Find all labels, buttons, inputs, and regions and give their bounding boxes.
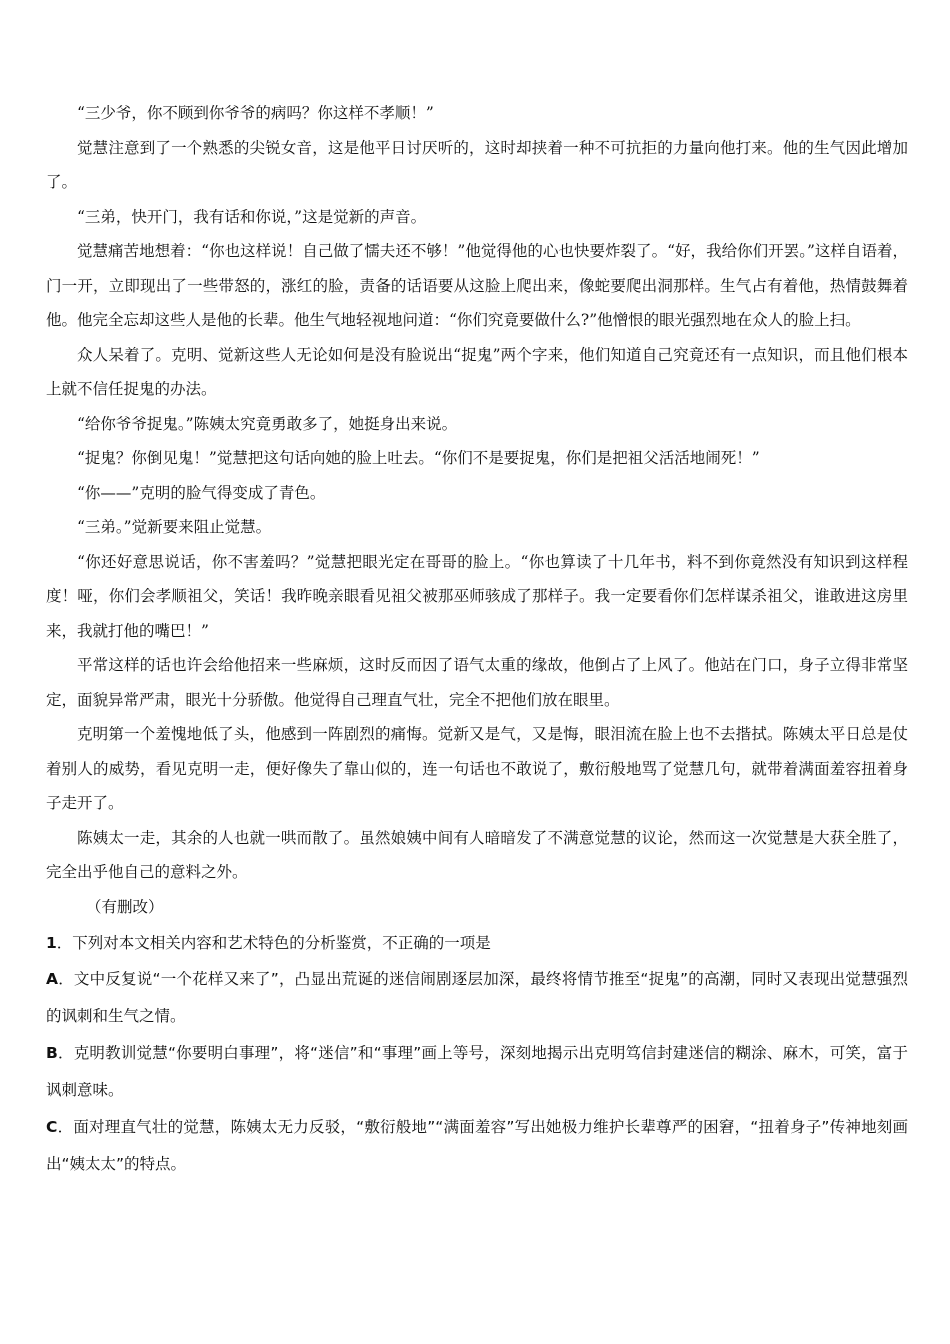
option-letter: B xyxy=(46,1043,58,1062)
passage xyxy=(46,96,908,924)
option-a xyxy=(46,961,908,1035)
question-stem xyxy=(46,926,908,961)
document-page xyxy=(46,96,908,1183)
question-number: 1 xyxy=(46,934,57,952)
paragraph: 众人呆着了。克明、觉新这些人无论如何是没有脸说出“捉鬼”两个字来，他们知道自己究竟还有一点知识，而且他们根本上就不信任捉鬼的办法。 xyxy=(46,345,908,398)
paragraph: “你还好意思说话，你不害羞吗？”觉慧把眼光定在哥哥的脸上。“你也算读了十几年书，料不到你竟然没有知识到这样程度！哑，你们会孝顺祖父，笑话！我昨晚亲眼看见祖父被那巫师骇成了那样子。我一定要看你们怎样谋杀祖父，谁敢进这房里来，我就打他的嘴巴！” xyxy=(46,552,908,640)
paragraph: “捉鬼？你倒见鬼！”觉慧把这句话向她的脸上吐去。“你们不是要捉鬼，你们是把祖父活活地闹死！” xyxy=(77,449,760,467)
option-text: ．文中反复说“一个花样又来了”，凸显出荒诞的迷信闹剧逐层加深，最终将情节推至“捉鬼”的高潮，同时又表现出觉慧强烈的讽刺和生气之情。 xyxy=(46,969,908,1025)
option-letter: C xyxy=(46,1117,58,1136)
question-block xyxy=(46,926,908,1183)
paragraph: “你——”克明的脸气得变成了青色。 xyxy=(77,483,326,502)
paragraph: “三弟。”觉新要来阻止觉慧。 xyxy=(77,518,272,536)
paragraph: 觉慧痛苦地想着：“你也这样说！自己做了懦夫还不够！”他觉得他的心也快要炸裂了。“好，我给你们开罢。”这样自语着，门一开，立即现出了一些带怒的，涨红的脸，责备的话语要从这脸上爬出来，像蛇要爬出洞那样。生气占有着他，热情鼓舞着他。他完全忘却这些人是他的长辈。他生气地轻视地问道：“你们究竟要做什么?”他憎恨的眼光强烈地在众人的脸上扫。 xyxy=(46,242,908,329)
paragraph: “三弟，快开门，我有话和你说，”这是觉新的声音。 xyxy=(77,207,427,226)
paragraph: “给你爷爷捉鬼。”陈姨太究竟勇敢多了，她挺身出来说。 xyxy=(77,414,458,433)
option-text: ．面对理直气壮的觉慧，陈姨太无力反驳，“敷衍般地”“满面羞容”写出她极力维护长辈尊严的困窘，“扭着身子”传神地刻画出“姨太太”的特点。 xyxy=(46,1117,908,1173)
option-c xyxy=(46,1109,908,1183)
question-text: ．下列对本文相关内容和艺术特色的分析鉴赏，不正确的一项是 xyxy=(56,934,491,952)
option-text: ．克明教训觉慧“你要明白事理”，将“迷信”和“事理”画上等号，深刻地揭示出克明笃信封建迷信的糊涂、麻木，可笑，富于讽刺意味。 xyxy=(46,1043,908,1099)
paragraph: 陈姨太一走，其余的人也就一哄而散了。虽然娘姨中间有人暗暗发了不满意觉慧的议论，然而这一次觉慧是大获全胜了，完全出乎他自己的意料之外。 xyxy=(46,828,908,881)
option-b xyxy=(46,1035,908,1109)
paragraph: 平常这样的话也许会给他招来一些麻烦，这时反而因了语气太重的缘故，他倒占了上风了。他站在门口，身子立得非常坚定，面貌异常严肃，眼光十分骄傲。他觉得自己理直气壮，完全不把他们放在眼里。 xyxy=(46,656,908,709)
paragraph: 克明第一个羞愧地低了头，他感到一阵剧烈的痛悔。觉新又是气，又是悔，眼泪流在脸上也不去揩拭。陈姨太平日总是仗着别人的威势，看见克明一走，便好像失了靠山似的，连一句话也不敢说了，敷衍般地骂了觉慧几句，就带着满面羞容扭着身子走开了。 xyxy=(46,725,908,812)
option-letter: A xyxy=(46,969,58,988)
revision-note: （有删改） xyxy=(86,897,164,916)
paragraph: “三少爷，你不顾到你爷爷的病吗？你这样不孝顺！” xyxy=(77,104,434,122)
paragraph: 觉慧注意到了一个熟悉的尖锐女音，这是他平日讨厌听的，这时却挟着一种不可抗拒的力量向他打来。他的生气因此增加了。 xyxy=(46,138,908,191)
